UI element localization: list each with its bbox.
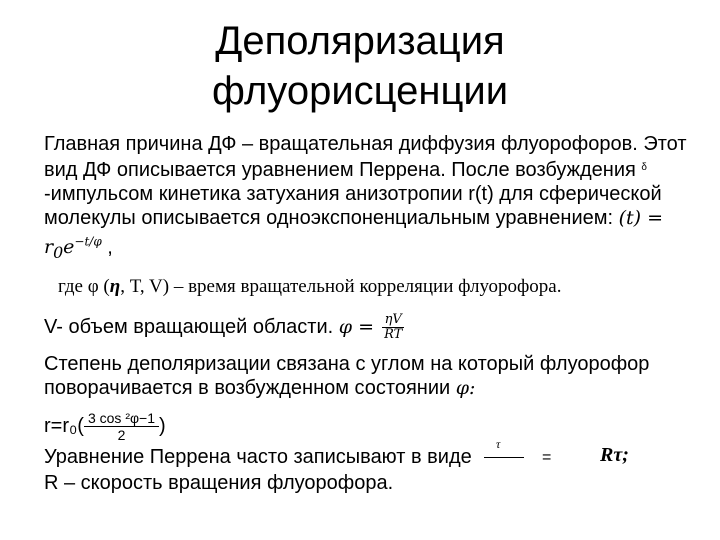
- paragraph-volume: [44, 313, 704, 342]
- p3-text: Степень деполяризации связана с углом на который флуорофор поворачивается в возбужденном состоянии: [44, 353, 650, 400]
- r-suffix: ): [159, 414, 166, 437]
- eta-symbol: η: [109, 276, 121, 298]
- delta-symbol: δ: [641, 162, 647, 173]
- frac-den: RT: [384, 327, 403, 343]
- eq1-comma: ,: [101, 236, 113, 259]
- eq1-exp: −t/φ: [74, 235, 102, 249]
- where-prefix: где φ (: [58, 276, 110, 298]
- eq1-e: e: [63, 236, 75, 259]
- title-line-1: Деполяризация: [215, 19, 505, 63]
- p2-phi: φ =: [338, 315, 381, 338]
- fraction-cos: [84, 410, 159, 443]
- frac-num: ηV: [382, 313, 404, 328]
- r-prefix: r=r₀(: [44, 414, 84, 437]
- fraction-eta-v-rt: [382, 313, 404, 342]
- where-mid: , T, V) – время вращательной корреляции флуорофора.: [120, 276, 562, 298]
- p1-text: Главная причина ДФ – вращательная диффузия флуорофоров. Этот вид ДФ описывается уравнением Перрена. После возбуждения: [44, 133, 687, 181]
- p2-text: V- объем вращающей области.: [44, 315, 339, 338]
- title-line-2: флуорисценции: [211, 69, 509, 113]
- slide-title: [0, 16, 720, 116]
- paragraph-depolarization: [44, 352, 704, 400]
- eq1-sub: 0: [53, 243, 64, 263]
- eq1-left: (t) = r: [44, 207, 664, 259]
- r-tau-symbol: Rτ;: [600, 444, 629, 467]
- p4-text: R – скорость вращения флуорофора.: [44, 472, 394, 495]
- where-line: [44, 275, 704, 299]
- paragraph-main-cause: [44, 132, 704, 265]
- slide-body: [44, 132, 704, 505]
- equals-sign: =: [542, 449, 552, 467]
- paragraph-rotation-speed: [44, 471, 704, 495]
- r-num: 3 cos ²φ−1: [84, 410, 159, 427]
- equation-r: [44, 410, 704, 443]
- r-den: 2: [117, 427, 126, 444]
- fraction-bar: [484, 457, 524, 458]
- perrin-equation-row: [44, 437, 704, 471]
- p3-phi: φ:: [455, 377, 476, 400]
- tau-symbol: τ: [496, 437, 501, 452]
- p1-text-2: -импульсом кинетика затухания анизотропии r(t) для сферической молекулы описывается одноэкспоненциальным уравнением:: [44, 183, 662, 229]
- perrin-text: Уравнение Перрена часто записывают в виде: [44, 446, 472, 469]
